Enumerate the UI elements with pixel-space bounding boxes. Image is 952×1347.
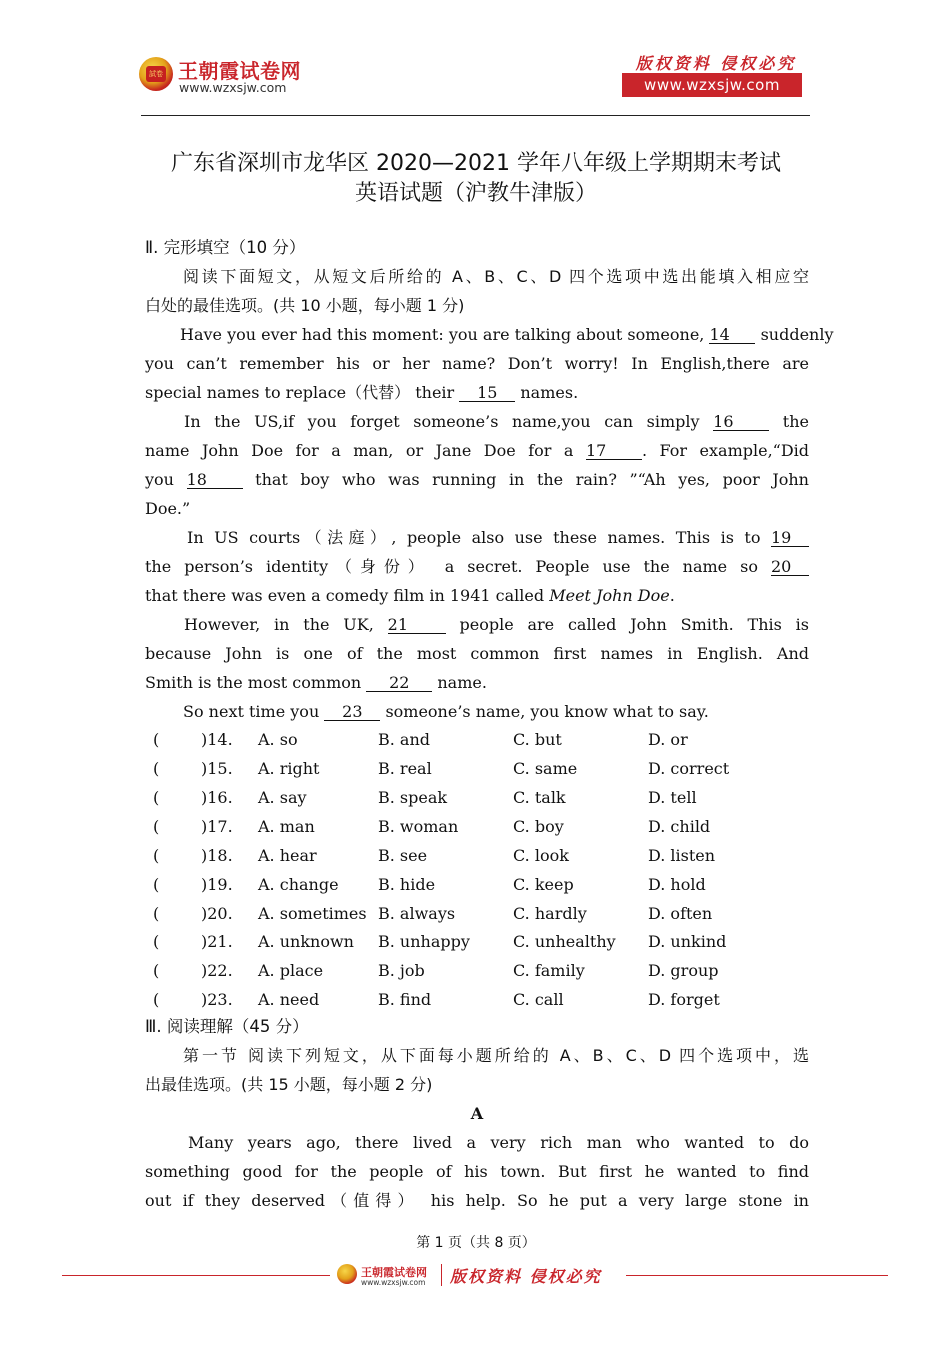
option-b[interactable]: B. find: [378, 990, 432, 1009]
option-row: ( )19. A. change B. hide C. keep D. hold: [153, 875, 706, 894]
option-d[interactable]: D. often: [648, 904, 713, 923]
page-number: 第 1 页（共 8 页）: [416, 1235, 536, 1251]
option-d[interactable]: D. tell: [648, 788, 697, 807]
option-a[interactable]: A. right: [258, 759, 320, 778]
option-a[interactable]: A. change: [258, 875, 339, 894]
option-c[interactable]: C. same: [513, 759, 578, 778]
cloze-line-5: name John Doe for a man, or Jane Doe for a 17 . For example,“Did: [145, 441, 810, 460]
blank-21: 21: [388, 617, 446, 634]
film-title: Meet John Doe: [549, 586, 670, 605]
option-b[interactable]: B. and: [378, 730, 431, 749]
passage-a-line-2: something good for the people of his town. But first he wanted to find: [145, 1162, 809, 1181]
header-divider: [141, 115, 810, 116]
option-a[interactable]: A. hear: [258, 846, 317, 865]
cloze-line-3: special names to replace（代替） their 15 names.: [145, 383, 579, 402]
option-b[interactable]: B. unhappy: [378, 932, 470, 951]
option-c[interactable]: C. boy: [513, 817, 564, 836]
exam-title-line2: 英语试题（沪教牛津版）: [354, 181, 597, 206]
exam-title-line1: 广东省深圳市龙华区 2020—2021 学年八年级上学期期末考试: [171, 151, 781, 176]
cloze-line-7: Doe.”: [145, 499, 191, 518]
option-row: ( )18. A. hear B. see C. look D. listen: [153, 846, 716, 865]
cloze-line-12: because John is one of the most common first names in English. And: [145, 644, 809, 663]
blank-20: 20: [771, 559, 809, 576]
blank-17: 17: [586, 443, 642, 460]
option-c[interactable]: C. hardly: [513, 904, 587, 923]
cloze-line-6: you 18 that boy who was running in the rain? ”“Ah yes, poor John: [145, 470, 809, 489]
option-d[interactable]: D. child: [648, 817, 711, 836]
option-a[interactable]: A. unknown: [258, 932, 354, 951]
option-a[interactable]: A. say: [258, 788, 307, 807]
option-a[interactable]: A. place: [258, 961, 324, 980]
cloze-line-14: So next time you 23 someone’s name, you know what to say.: [183, 702, 709, 721]
option-d[interactable]: D. group: [648, 961, 719, 980]
footer-logo-icon: [337, 1264, 357, 1284]
option-a[interactable]: A. sometimes: [258, 904, 367, 923]
passage-a-line-1: Many years ago, there lived a very rich man who wanted to do: [188, 1133, 809, 1152]
passage-label-a: A: [470, 1104, 484, 1123]
option-b[interactable]: B. real: [378, 759, 432, 778]
option-a[interactable]: A. man: [258, 817, 315, 836]
option-c[interactable]: C. call: [513, 990, 564, 1009]
reading-instruction-2: 出最佳选项。(共 15 小题，每小题 2 分): [145, 1075, 433, 1094]
option-b[interactable]: B. hide: [378, 875, 436, 894]
passage-a-line-3: out if they deserved（值得） his help. So he put a very large stone in: [145, 1191, 809, 1210]
cloze-instruction-2: 白处的最佳选项。(共 10 小题，每小题 1 分): [145, 296, 465, 315]
option-row: ( )20. A. sometimes B. always C. hardly D. often: [153, 904, 713, 923]
blank-14: 14: [709, 327, 755, 344]
option-row: ( )21. A. unknown B. unhappy C. unhealthy D. unkind: [153, 932, 727, 951]
option-c[interactable]: C. look: [513, 846, 569, 865]
blank-23: 23: [324, 704, 380, 721]
cloze-line-13: Smith is the most common 22 name.: [145, 673, 487, 692]
logo-emblem-icon: 試卷: [139, 57, 173, 91]
logo-url: www.wzxsjw.com: [179, 80, 287, 95]
option-a[interactable]: A. so: [258, 730, 298, 749]
option-d[interactable]: D. correct: [648, 759, 730, 778]
section-heading-reading: Ⅲ. 阅读理解（45 分）: [145, 1017, 309, 1036]
option-c[interactable]: C. family: [513, 961, 585, 980]
option-row: ( )15. A. right B. real C. same D. correct: [153, 759, 730, 778]
footer-slogan: 版权资料 侵权必究: [450, 1267, 602, 1286]
option-c[interactable]: C. unhealthy: [513, 932, 616, 951]
option-d[interactable]: D. unkind: [648, 932, 727, 951]
cloze-line-11: However, in the UK, 21 people are called John Smith. This is: [184, 615, 810, 634]
option-d[interactable]: D. listen: [648, 846, 716, 865]
option-b[interactable]: B. speak: [378, 788, 448, 807]
blank-15: 15: [459, 385, 515, 402]
footer-logo-url: www.wzxsjw.com: [361, 1278, 426, 1287]
cloze-line-2: you can’t remember his or her name? Don’t worry! In English,there are: [145, 354, 809, 373]
option-row: ( )23. A. need B. find C. call D. forget: [153, 990, 720, 1009]
cloze-line-4: In the US,if you forget someone’s name,you can simply 16 the: [184, 412, 809, 431]
option-d[interactable]: D. forget: [648, 990, 720, 1009]
cloze-line-10: that there was even a comedy film in 1941 called Meet John Doe.: [145, 586, 675, 605]
option-c[interactable]: C. keep: [513, 875, 574, 894]
header-slogan: 版权资料 侵权必究: [635, 54, 797, 73]
option-b[interactable]: B. see: [378, 846, 428, 865]
header-url-badge: www.wzxsjw.com: [622, 73, 802, 97]
cloze-line-1: Have you ever had this moment: you are talking about someone, 14 suddenly: [180, 325, 834, 344]
reading-instruction-1: 第一节 阅读下列短文，从下面每小题所给的 A、B、C、D 四个选项中，选: [183, 1046, 809, 1065]
option-row: ( )22. A. place B. job C. family D. group: [153, 961, 719, 980]
footer-line-left: [62, 1275, 330, 1276]
cloze-line-8: In US courts（法庭）, people also use these names. This is to 19: [187, 528, 809, 548]
cloze-instruction-1: 阅读下面短文，从短文后所给的 A、B、C、D 四个选项中选出能填入相应空: [183, 267, 809, 286]
option-a[interactable]: A. need: [258, 990, 320, 1009]
blank-22: 22: [366, 675, 432, 692]
option-d[interactable]: D. or: [648, 730, 688, 749]
blank-18: 18: [187, 472, 243, 489]
blank-16: 16: [713, 414, 769, 431]
option-c[interactable]: C. talk: [513, 788, 566, 807]
option-row: ( )16. A. say B. speak C. talk D. tell: [153, 788, 697, 807]
footer-separator: [441, 1264, 442, 1286]
option-b[interactable]: B. woman: [378, 817, 459, 836]
option-b[interactable]: B. always: [378, 904, 456, 923]
option-row: ( )17. A. man B. woman C. boy D. child: [153, 817, 711, 836]
option-c[interactable]: C. but: [513, 730, 562, 749]
section-heading-cloze: Ⅱ. 完形填空（10 分）: [145, 238, 306, 257]
option-d[interactable]: D. hold: [648, 875, 706, 894]
logo-name: 王朝霞试卷网: [178, 59, 301, 83]
option-b[interactable]: B. job: [378, 961, 425, 980]
blank-19: 19: [771, 530, 809, 547]
footer-line-right: [626, 1275, 888, 1276]
footer-logo-name: 王朝霞试卷网: [361, 1266, 427, 1279]
cloze-line-9: the person’s identity（身份） a secret. People use the name so 20: [145, 557, 809, 577]
option-row: ( )14. A. so B. and C. but D. or: [153, 730, 688, 749]
